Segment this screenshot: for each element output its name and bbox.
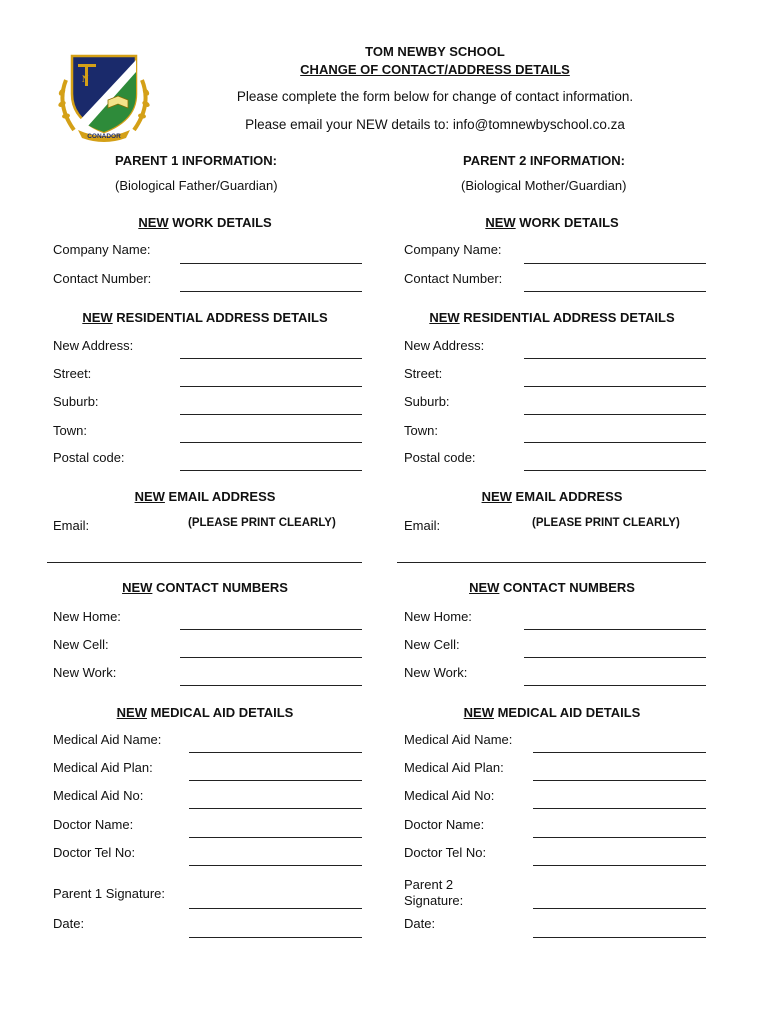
parent-2-doctor-name-field[interactable] [533, 837, 706, 838]
parent-1-residential-heading: NEW RESIDENTIAL ADDRESS DETAILS [82, 310, 328, 325]
parent-2-street-field[interactable] [524, 386, 706, 387]
parent-1-suburb-field[interactable] [180, 414, 362, 415]
parent-2-medical-plan-field[interactable] [533, 780, 706, 781]
parent-2-company-label: Company Name: [404, 242, 502, 257]
parent-1-medical-heading: NEW MEDICAL AID DETAILS [116, 705, 294, 720]
parent-2-street-label: Street: [404, 366, 443, 381]
parent-1-cell-field[interactable] [180, 657, 362, 658]
parent-1-suburb-label: Suburb: [53, 394, 99, 409]
parent-2-medical-plan-label: Medical Aid Plan: [404, 760, 504, 775]
parent-2-subheading: (Biological Mother/Guardian) [461, 178, 627, 193]
parent-2-medical-no-field[interactable] [533, 808, 706, 809]
parent-1-medical-no-field[interactable] [189, 808, 362, 809]
parent-1-street-label: Street: [53, 366, 92, 381]
parent-2-contact-heading: NEW CONTACT NUMBERS [469, 580, 635, 595]
parent-2-email-field[interactable] [397, 562, 706, 563]
parent-2-suburb-label: Suburb: [404, 394, 450, 409]
parent-1-medical-plan-field[interactable] [189, 780, 362, 781]
parent-2-address-field[interactable] [524, 358, 706, 359]
parent-2-signature-label-line1: Parent 2 [404, 877, 454, 892]
parent-2-signature-field[interactable] [533, 908, 706, 909]
parent-2-email-label: Email: [404, 518, 441, 533]
parent-2-print-clearly-note: (PLEASE PRINT CLEARLY) [532, 517, 680, 529]
parent-1-subheading: (Biological Father/Guardian) [115, 178, 278, 193]
parent-1-town-label: Town: [53, 423, 87, 438]
parent-2-town-field[interactable] [524, 442, 706, 443]
parent-1-postal-label: Postal code: [53, 450, 125, 465]
school-crest-logo [52, 50, 156, 142]
parent-1-work-label: New Work: [53, 665, 117, 680]
parent-2-company-field[interactable] [524, 263, 706, 264]
parent-1-company-field[interactable] [180, 263, 362, 264]
parent-1-print-clearly-note: (PLEASE PRINT CLEARLY) [188, 517, 336, 529]
parent-1-doctor-name-field[interactable] [189, 837, 362, 838]
logo-banner-text: CONADOR [87, 133, 121, 140]
parent-1-contact-heading: NEW CONTACT NUMBERS [122, 580, 288, 595]
parent-1-street-field[interactable] [180, 386, 362, 387]
parent-2-contact-number-label: Contact Number: [404, 271, 503, 286]
parent-2-doctor-tel-label: Doctor Tel No: [404, 845, 487, 860]
parent-2-town-label: Town: [404, 423, 438, 438]
parent-1-home-label: New Home: [53, 609, 121, 624]
parent-2-date-label: Date: [404, 916, 436, 931]
parent-2-postal-label: Postal code: [404, 450, 476, 465]
parent-1-address-label: New Address: [53, 338, 134, 353]
parent-1-medical-name-field[interactable] [189, 752, 362, 753]
parent-2-doctor-tel-field[interactable] [533, 865, 706, 866]
parent-1-doctor-tel-field[interactable] [189, 865, 362, 866]
school-name: TOM NEWBY SCHOOL [365, 44, 505, 59]
instruction-text-1: Please complete the form below for change of contact information. [236, 89, 634, 104]
parent-1-email-label: Email: [53, 518, 90, 533]
parent-2-work-field[interactable] [524, 685, 706, 686]
parent-1-town-field[interactable] [180, 442, 362, 443]
parent-1-cell-label: New Cell: [53, 637, 109, 652]
parent-1-email-field[interactable] [47, 562, 362, 563]
parent-2-work-heading: NEW WORK DETAILS [485, 215, 619, 230]
parent-2-date-field[interactable] [533, 937, 706, 938]
parent-2-suburb-field[interactable] [524, 414, 706, 415]
parent-1-contact-number-label: Contact Number: [53, 271, 152, 286]
parent-2-heading: PARENT 2 INFORMATION: [463, 153, 626, 168]
parent-1-doctor-name-label: Doctor Name: [53, 817, 134, 832]
parent-1-signature-label: Parent 1 Signature: [53, 886, 166, 901]
parent-1-postal-field[interactable] [180, 470, 362, 471]
parent-2-cell-field[interactable] [524, 657, 706, 658]
parent-1-medical-name-label: Medical Aid Name: [53, 732, 162, 747]
parent-1-work-heading: NEW WORK DETAILS [138, 215, 272, 230]
parent-2-medical-heading: NEW MEDICAL AID DETAILS [463, 705, 641, 720]
parent-1-medical-no-label: Medical Aid No: [53, 788, 144, 803]
parent-2-doctor-name-label: Doctor Name: [404, 817, 485, 832]
parent-2-residential-heading: NEW RESIDENTIAL ADDRESS DETAILS [429, 310, 675, 325]
parent-2-address-label: New Address: [404, 338, 485, 353]
parent-1-doctor-tel-label: Doctor Tel No: [53, 845, 136, 860]
parent-1-date-label: Date: [53, 916, 85, 931]
parent-2-medical-name-label: Medical Aid Name: [404, 732, 513, 747]
parent-1-work-field[interactable] [180, 685, 362, 686]
parent-2-medical-no-label: Medical Aid No: [404, 788, 495, 803]
parent-2-email-heading: NEW EMAIL ADDRESS [481, 489, 623, 504]
parent-2-postal-field[interactable] [524, 470, 706, 471]
parent-2-cell-label: New Cell: [404, 637, 460, 652]
parent-1-email-heading: NEW EMAIL ADDRESS [134, 489, 276, 504]
parent-2-medical-name-field[interactable] [533, 752, 706, 753]
parent-1-medical-plan-label: Medical Aid Plan: [53, 760, 153, 775]
parent-2-contact-number-field[interactable] [524, 291, 706, 292]
form-title: CHANGE OF CONTACT/ADDRESS DETAILS [300, 62, 570, 77]
parent-2-work-label: New Work: [404, 665, 468, 680]
svg-text:N: N [82, 74, 89, 84]
parent-1-company-label: Company Name: [53, 242, 151, 257]
parent-1-date-field[interactable] [189, 937, 362, 938]
instruction-text-2: Please email your NEW details to: info@tomnewbyschool.co.za [245, 117, 625, 132]
parent-2-signature-label-line2: Signature: [404, 893, 464, 908]
parent-2-home-field[interactable] [524, 629, 706, 630]
parent-1-contact-number-field[interactable] [180, 291, 362, 292]
parent-1-heading: PARENT 1 INFORMATION: [115, 153, 278, 168]
parent-1-home-field[interactable] [180, 629, 362, 630]
parent-1-signature-field[interactable] [189, 908, 362, 909]
parent-2-home-label: New Home: [404, 609, 472, 624]
parent-1-address-field[interactable] [180, 358, 362, 359]
